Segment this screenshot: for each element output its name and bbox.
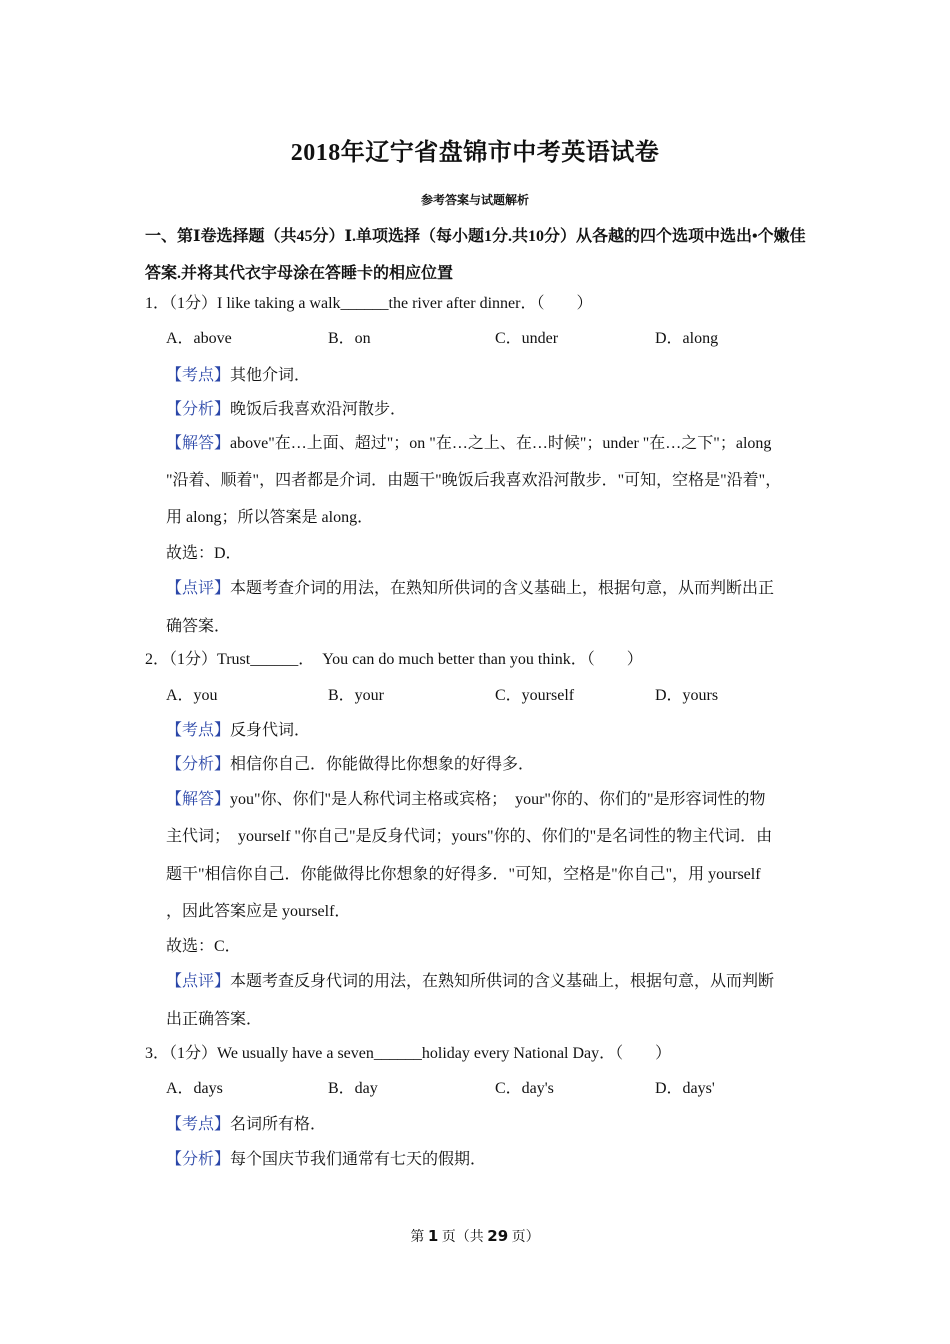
question-3-stem: 3．（1分）We usually have a seven______holiday every National Day．（ ） (145, 1045, 672, 1062)
page-footer (0, 1226, 950, 1246)
question-1-jieda-line-2: "沿着、顺着"，四者都是介词．由题干"晚饭后我喜欢沿河散步．"可知，空格是"沿着"， (166, 472, 782, 489)
question-2-kaodian (166, 721, 310, 741)
footer-prefix: 第 (410, 1230, 425, 1245)
question-2-option-d: D．yours (655, 687, 719, 704)
jieda-tag: 【解答】 (166, 435, 231, 452)
question-2-jieda-line-4: ，因此答案应是 yourself． (166, 903, 351, 920)
question-1-stem: 1．（1分）I like taking a walk______the river after dinner．（ ） (145, 295, 593, 312)
kaodian-tag: 【考点】 (166, 1116, 231, 1133)
dianping-tag: 【点评】 (166, 973, 231, 990)
kaodian-text: 其他介词． (230, 367, 311, 384)
fenxi-text: 相信你自己．你能做得比你想象的好得多． (230, 756, 535, 773)
question-1-kaodian (166, 366, 310, 386)
question-1-jieda-line-3: 用 along；所以答案是 along． (166, 509, 374, 526)
question-3-option-c: C．day's (495, 1080, 554, 1097)
kaodian-tag: 【考点】 (166, 367, 231, 384)
question-1-option-a: A．above (166, 330, 232, 347)
question-3-option-a: A．days (166, 1080, 223, 1097)
question-3-option-b: B．day (328, 1080, 378, 1097)
footer-mid: 页（共 (441, 1230, 484, 1245)
jieda-tag: 【解答】 (166, 791, 231, 808)
question-1-answer: 故选：D． (166, 545, 242, 562)
jieda-text: above"在…上面、超过"；on "在…之上、在…时候"；under "在…之下"；along (230, 435, 772, 452)
dianping-text: 本题考查介词的用法，在熟知所供词的含义基础上，根据句意，从而判断出正 (230, 580, 775, 597)
question-3-kaodian (166, 1115, 326, 1135)
question-1-dianping (166, 579, 774, 599)
question-2-jieda-line-3: 题干"相信你自己．你能做得比你想象的好得多．"可知，空格是"你自己"，用 yourself (166, 866, 761, 883)
fenxi-text: 晚饭后我喜欢沿河散步． (230, 401, 407, 418)
question-2-option-b: B．your (328, 687, 385, 704)
question-1-fenxi (166, 400, 406, 420)
question-1-option-b: B．on (328, 330, 371, 347)
kaodian-text: 反身代词． (230, 722, 311, 739)
question-2-dianping-line-2: 出正确答案． (166, 1011, 263, 1028)
question-3-fenxi (166, 1150, 486, 1170)
question-2-option-a: A．you (166, 687, 218, 704)
question-2-jieda (166, 790, 765, 810)
page-title: 2018年辽宁省盘锦市中考英语试卷 (290, 140, 660, 166)
dianping-text: 本题考查反身代词的用法，在熟知所供词的含义基础上，根据句意，从而判断 (230, 973, 775, 990)
question-1-option-c: C．under (495, 330, 559, 347)
kaodian-tag: 【考点】 (166, 722, 231, 739)
fenxi-tag: 【分析】 (166, 1151, 231, 1168)
question-3-option-d: D．days' (655, 1080, 715, 1097)
fenxi-tag: 【分析】 (166, 401, 231, 418)
footer-page-number: 1 (427, 1227, 439, 1245)
question-2-jieda-line-2: 主代词； yourself "你自己"是反身代词；yours"你的、你们的"是名词性的物主代词．由 (166, 828, 773, 845)
dianping-tag: 【点评】 (166, 580, 231, 597)
question-2-stem: 2．（1分）Trust______． You can do much better than you think．（ ） (145, 651, 643, 668)
page-subtitle: 参考答案与试题解析 (420, 193, 529, 207)
question-2-fenxi (166, 755, 534, 775)
question-1-dianping-line-2: 确答案． (166, 618, 231, 635)
question-2-dianping (166, 972, 774, 992)
question-2-option-c: C．yourself (495, 687, 575, 704)
kaodian-text: 名词所有格． (230, 1116, 327, 1133)
question-2-answer: 故选：C． (166, 938, 241, 955)
fenxi-tag: 【分析】 (166, 756, 231, 773)
question-1-jieda (166, 434, 771, 454)
footer-total-pages: 29 (487, 1227, 509, 1245)
section-heading: 一、第Ⅰ卷选择题（共45分）Ⅰ.单项选择（每小题1分.共10分）从各越的四个选项中选出•个嫩佳答案.并将其代衣宇母涂在答睡卡的相应位置 (145, 228, 806, 282)
jieda-text: you"你、你们"是人称代词主格或宾格； your"你的、你们的"是形容词性的物 (230, 791, 766, 808)
question-1-option-d: D．along (655, 330, 719, 347)
footer-suffix: 页） (511, 1230, 540, 1245)
fenxi-text: 每个国庆节我们通常有七天的假期． (230, 1151, 487, 1168)
